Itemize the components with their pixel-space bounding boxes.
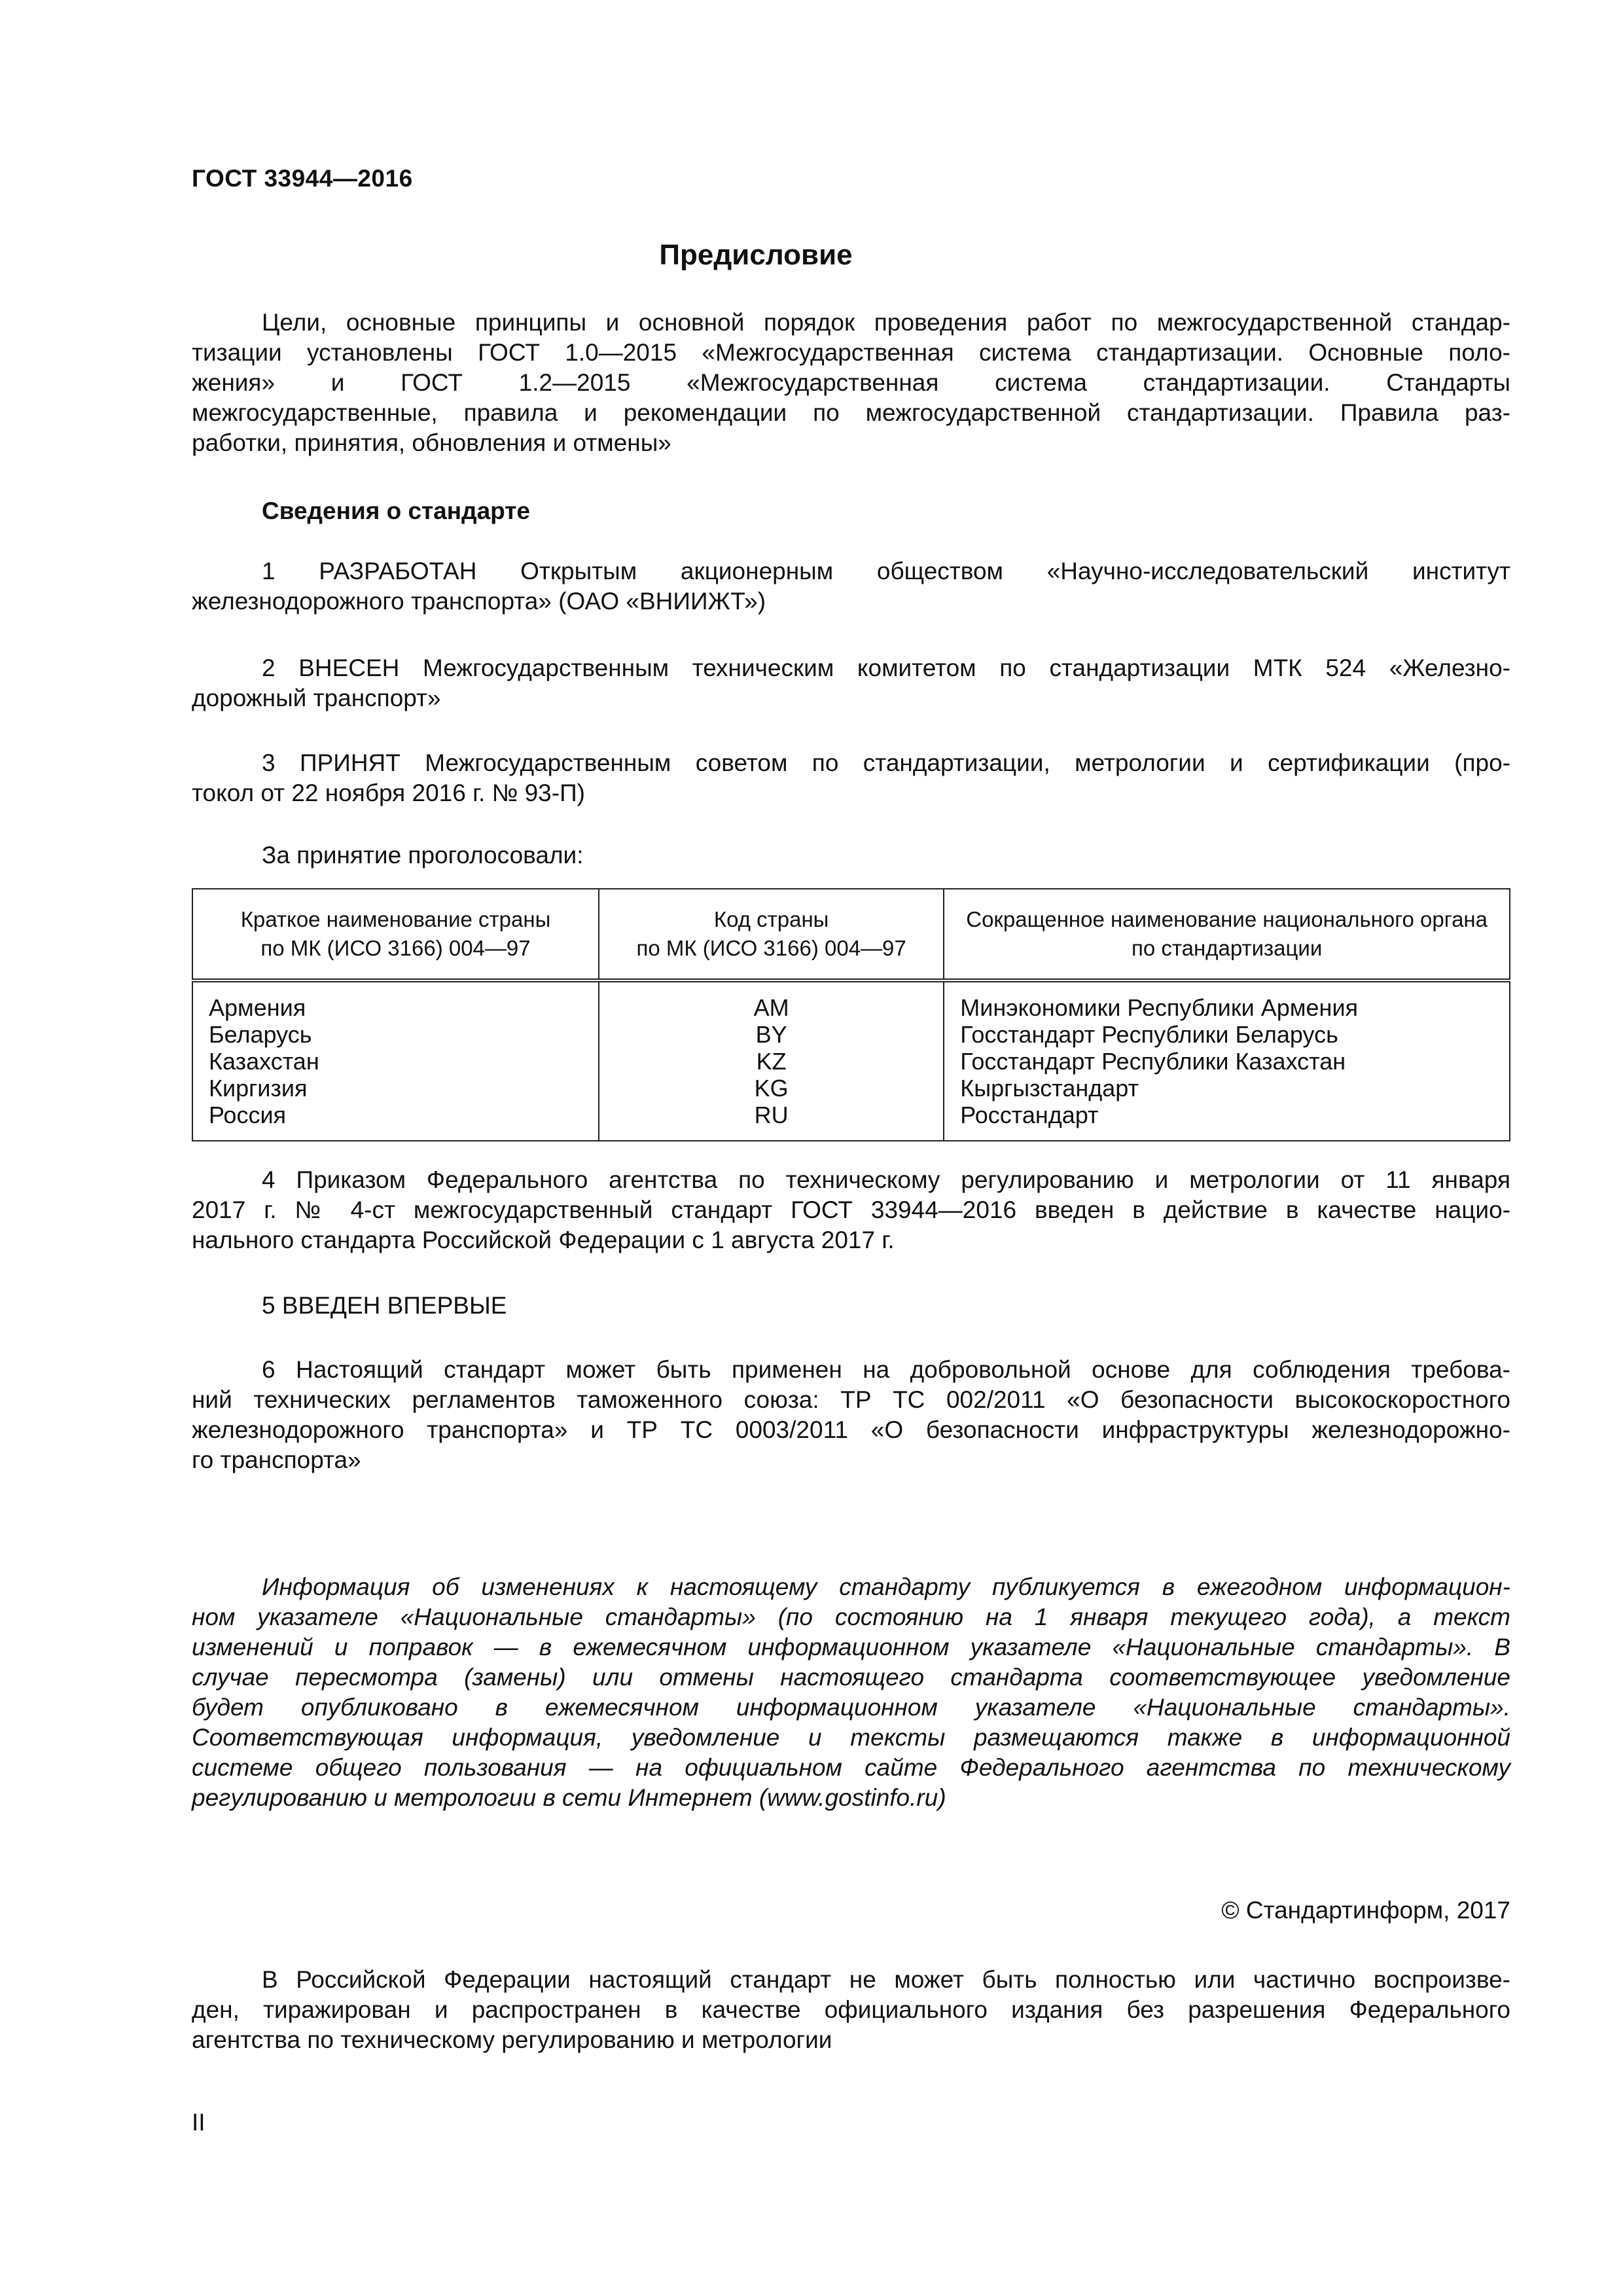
text-line: железнодорожного транспорта» и ТР ТС 0003/2011 «О безопасности инфраструктуры железнодорожно-	[192, 1416, 1510, 1443]
text-line: токол от 22 ноября 2016 г. № 93-П)	[192, 780, 585, 806]
item-developed	[192, 556, 1510, 617]
country-name: Беларусь	[209, 1021, 312, 1048]
text-line: 4 Приказом Федерального агентства по техническому регулированию и метрологии от 11 января	[262, 1166, 1510, 1193]
country-name: Казахстан	[209, 1048, 319, 1075]
country-name: Киргизия	[209, 1075, 308, 1102]
copyright-line: © Стандартинформ, 2017	[1221, 1897, 1510, 1924]
national-body: Кыргызстандарт	[960, 1075, 1139, 1102]
text-line: 2 ВНЕСЕН Межгосударственным техническим комитетом по стандартизации МТК 524 «Железно-	[262, 655, 1510, 681]
text-line: работки, принятия, обновления и отмены»	[192, 429, 671, 456]
document-code: ГОСТ 33944—2016	[192, 165, 413, 192]
text-line: агентства по техническому регулированию и метрологии	[192, 2026, 832, 2053]
item-introduced	[192, 653, 1510, 713]
changes-info-paragraph	[192, 1572, 1510, 1813]
text-line: Соответствующая информация, уведомление и тексты размещаются также в информационной	[192, 1724, 1510, 1751]
text-line: системе общего пользования — на официальном сайте Федерального агентства по техническому	[192, 1754, 1510, 1781]
page-title: Предисловие	[659, 239, 853, 271]
page-number: II	[192, 2109, 205, 2136]
text-line: ном указателе «Национальные стандарты» (по состоянию на 1 января текущего года), а текст	[192, 1604, 1510, 1630]
text-line: 6 Настоящий стандарт может быть применен на добровольной основе для соблюдения требова-	[262, 1356, 1510, 1383]
text-line: 3 ПРИНЯТ Межгосударственным советом по стандартизации, метрологии и сертификации (про-	[262, 749, 1510, 776]
national-body: Росстандарт	[960, 1102, 1099, 1128]
table-row	[192, 980, 1510, 1141]
text-line: 2017 г. № 4-ст межгосударственный стандарт ГОСТ 33944—2016 введен в действие в качестве нацио-	[192, 1196, 1510, 1223]
text-line: железнодорожного транспорта» (ОАО «ВНИИЖТ»)	[192, 588, 766, 615]
section-heading	[192, 496, 1510, 526]
text-line: В Российской Федерации настоящий стандарт не может быть полностью или частично воспроизве-	[262, 1966, 1510, 1993]
item-voluntary	[192, 1355, 1510, 1475]
text-line: случае пересмотра (замены) или отмены настоящего стандарта соответствующее уведомление	[192, 1664, 1510, 1691]
text-line: Цели, основные принципы и основной порядок проведения работ по межгосударственной стандар-	[262, 309, 1510, 336]
national-body: Госстандарт Республики Казахстан	[960, 1048, 1346, 1075]
text-line: 1 РАЗРАБОТАН Открытым акционерным обществом «Научно-исследовательский институт	[262, 558, 1510, 584]
text-line: будет опубликовано в ежемесячном информационном указателе «Национальные стандарты».	[192, 1694, 1510, 1721]
text-line: За принятие проголосовали:	[262, 842, 584, 869]
text-line: изменений и поправок — в ежемесячном информационном указателе «Национальные стандарты». В	[192, 1634, 1510, 1660]
national-body: Госстандарт Республики Беларусь	[960, 1021, 1338, 1048]
country-code: BY	[755, 1021, 787, 1048]
column-header-code: Код страны по МК (ИСО 3166) 004—97	[599, 889, 944, 980]
reproduction-notice	[192, 1965, 1510, 2055]
text-line: го транспорта»	[192, 1446, 361, 1473]
text-line: дорожный транспорт»	[192, 685, 441, 711]
text-line: нального стандарта Российской Федерации с 1 августа 2017 г.	[192, 1227, 895, 1253]
item-adopted	[192, 748, 1510, 808]
text-line: ний технических регламентов таможенного союза: ТР ТС 002/2011 «О безопасности высокоскоростного	[192, 1386, 1510, 1413]
country-column	[192, 980, 599, 1141]
intro-paragraph	[192, 308, 1510, 458]
text-line: межгосударственные, правила и рекомендации по межгосударственной стандартизации. Правила раз-	[192, 399, 1510, 426]
code-column	[599, 980, 944, 1141]
text-line: регулированию и метрологии в сети Интернет (www.gostinfo.ru)	[192, 1784, 946, 1811]
info-heading: Сведения о стандарте	[262, 497, 530, 524]
country-code: KG	[754, 1075, 789, 1102]
text-line: ден, тиражирован и распространен в качестве официального издания без разрешения Федерального	[192, 1996, 1510, 2023]
text-line: Информация об изменениях к настоящему стандарту публикуется в ежегодном информацион-	[262, 1573, 1510, 1600]
text-line: жения» и ГОСТ 1.2—2015 «Межгосударственная система стандартизации. Стандарты	[192, 369, 1510, 396]
item-enacted	[192, 1165, 1510, 1255]
vote-intro	[192, 840, 1510, 870]
item-first-introduced	[192, 1291, 1510, 1321]
national-body: Минэкономики Республики Армения	[960, 994, 1359, 1021]
country-name: Армения	[209, 994, 306, 1021]
column-header-country: Краткое наименование страны по МК (ИСО 3166) 004—97	[192, 889, 599, 980]
column-header-body: Сокращенное наименование национального органа по стандартизации	[944, 889, 1510, 980]
body-column	[944, 980, 1510, 1141]
votes-table	[192, 888, 1510, 1141]
country-code: RU	[754, 1102, 789, 1128]
table-header-row	[192, 889, 1510, 980]
country-name: Россия	[209, 1102, 287, 1128]
text-line: тизации установлены ГОСТ 1.0—2015 «Межгосударственная система стандартизации. Основные поло-	[192, 339, 1510, 366]
country-code: AM	[753, 994, 789, 1021]
text-line: 5 ВВЕДЕН ВПЕРВЫЕ	[262, 1292, 507, 1319]
country-code: KZ	[756, 1048, 787, 1075]
